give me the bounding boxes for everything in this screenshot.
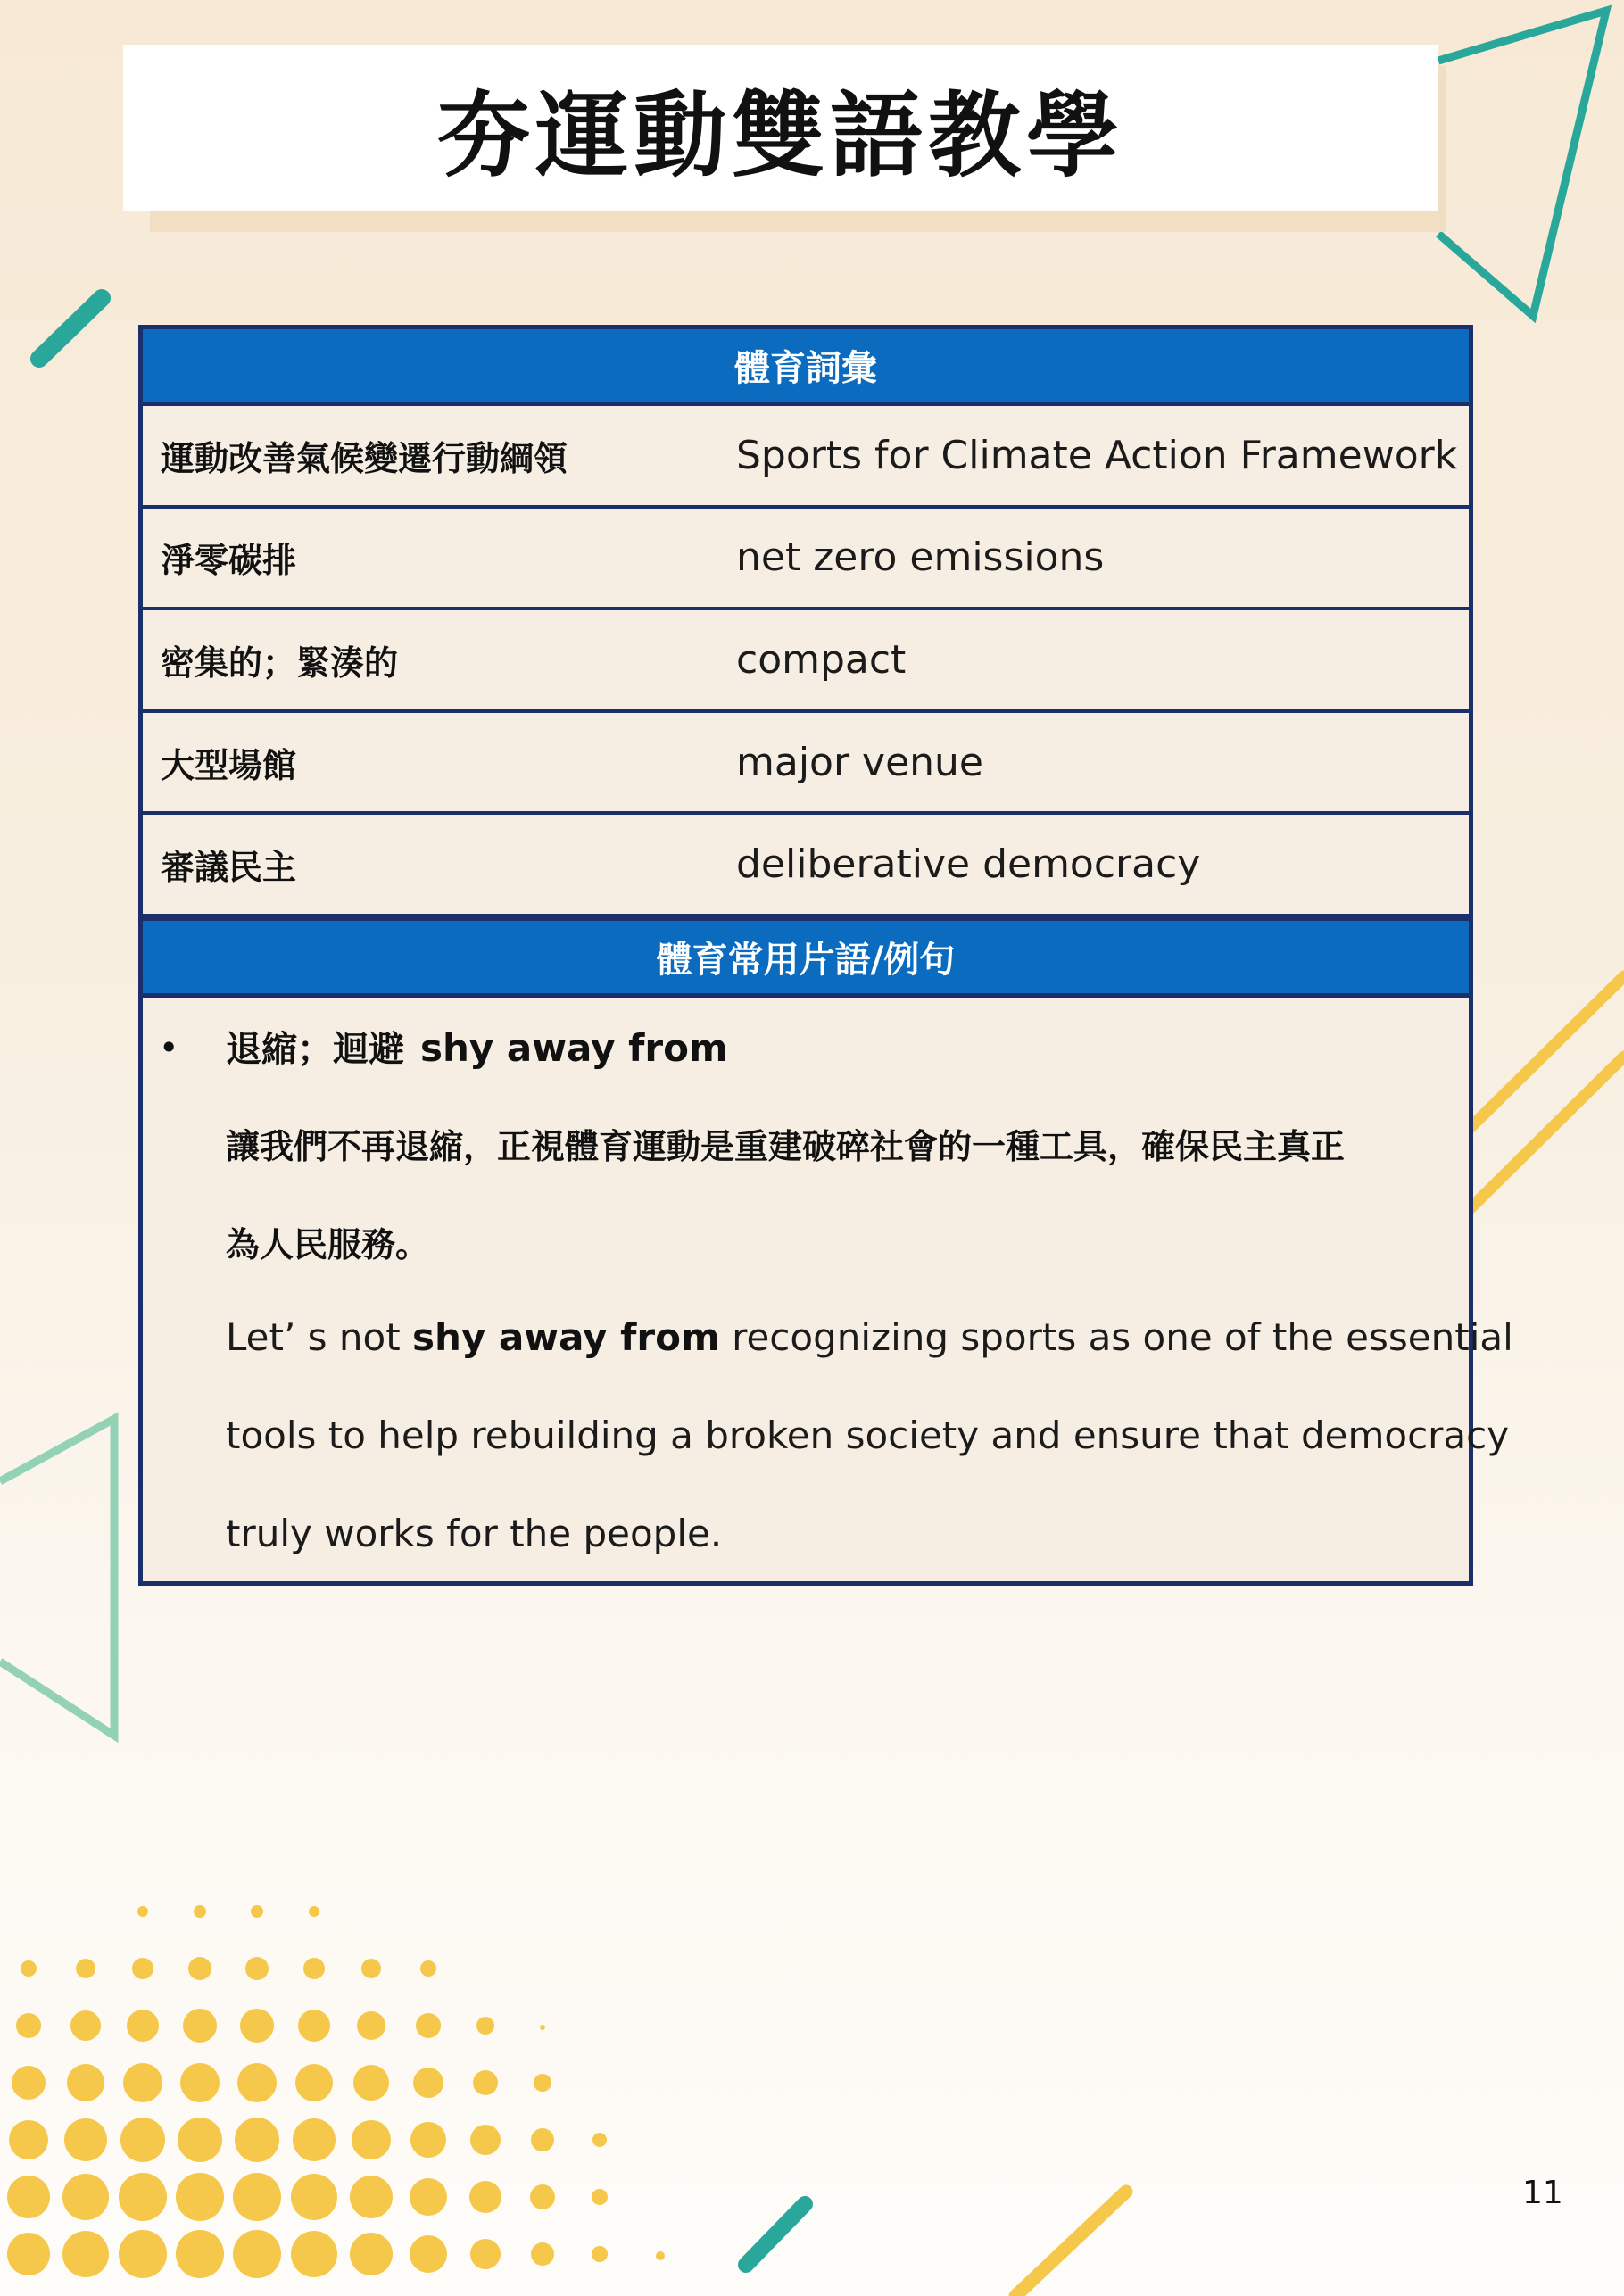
example-en-highlight: shy away from — [412, 1314, 720, 1359]
vocab-row — [143, 713, 1469, 816]
example-en-line: tools to help rebuilding a broken society and ensure that democracy — [226, 1413, 1510, 1457]
yellow-line-icon — [1463, 1057, 1624, 1215]
bilingual-vocab-table — [138, 325, 1513, 1586]
halftone-dots-icon — [7, 1905, 665, 2278]
mint-triangle-icon — [0, 1419, 114, 1736]
vocab-row — [143, 815, 1469, 917]
phrase-zh: 退縮；迴避 — [226, 1028, 404, 1070]
teal-bar-icon — [746, 2204, 805, 2265]
phrase-section-header: 體育常用片語/例句 — [143, 917, 1469, 998]
phrase-en: shy away from — [420, 1025, 728, 1070]
vocab-term-zh: 運動改善氣候變遷行動綱領 — [161, 438, 568, 478]
example-en-text: Let’ s not — [226, 1314, 413, 1359]
page-title: 夯運動雙語教學 — [436, 81, 1124, 190]
bullet-icon: • — [159, 1027, 179, 1067]
vocab-term-zh: 淨零碳排 — [161, 541, 297, 581]
example-en-line — [226, 1315, 1513, 1359]
vocab-term-zh: 大型場館 — [161, 745, 297, 785]
vocab-row — [143, 610, 1469, 713]
teal-bar-icon — [39, 298, 102, 359]
example-zh-line: 讓我們不再退縮，正視體育運動是重建破碎社會的一種工具，確保民主真正 — [226, 1126, 1346, 1166]
yellow-line-icon — [1015, 2192, 1126, 2296]
example-en-text: recognizing sports as one of the essential — [719, 1314, 1513, 1359]
vocab-term-en: Sports for Climate Action Framework — [736, 432, 1458, 478]
vocab-term-zh: 密集的；緊湊的 — [161, 642, 399, 683]
page-number: 11 — [1522, 2175, 1563, 2211]
title-banner — [123, 45, 1438, 211]
example-zh-line: 為人民服務。 — [226, 1224, 430, 1264]
vocab-term-en: major venue — [736, 739, 983, 785]
vocab-term-en: deliberative democracy — [736, 841, 1201, 888]
vocab-term-zh: 審議民主 — [161, 848, 297, 888]
vocab-row — [143, 509, 1469, 611]
example-en-line: truly works for the people. — [226, 1511, 723, 1555]
vocab-row — [143, 406, 1469, 509]
vocab-term-en: compact — [736, 636, 907, 683]
phrase-example-block — [143, 998, 1513, 1588]
vocab-term-en: net zero emissions — [736, 535, 1105, 581]
vocab-section-header: 體育詞彙 — [143, 329, 1469, 406]
teal-triangle-icon — [1438, 11, 1606, 316]
phrase-entry — [226, 1021, 728, 1072]
